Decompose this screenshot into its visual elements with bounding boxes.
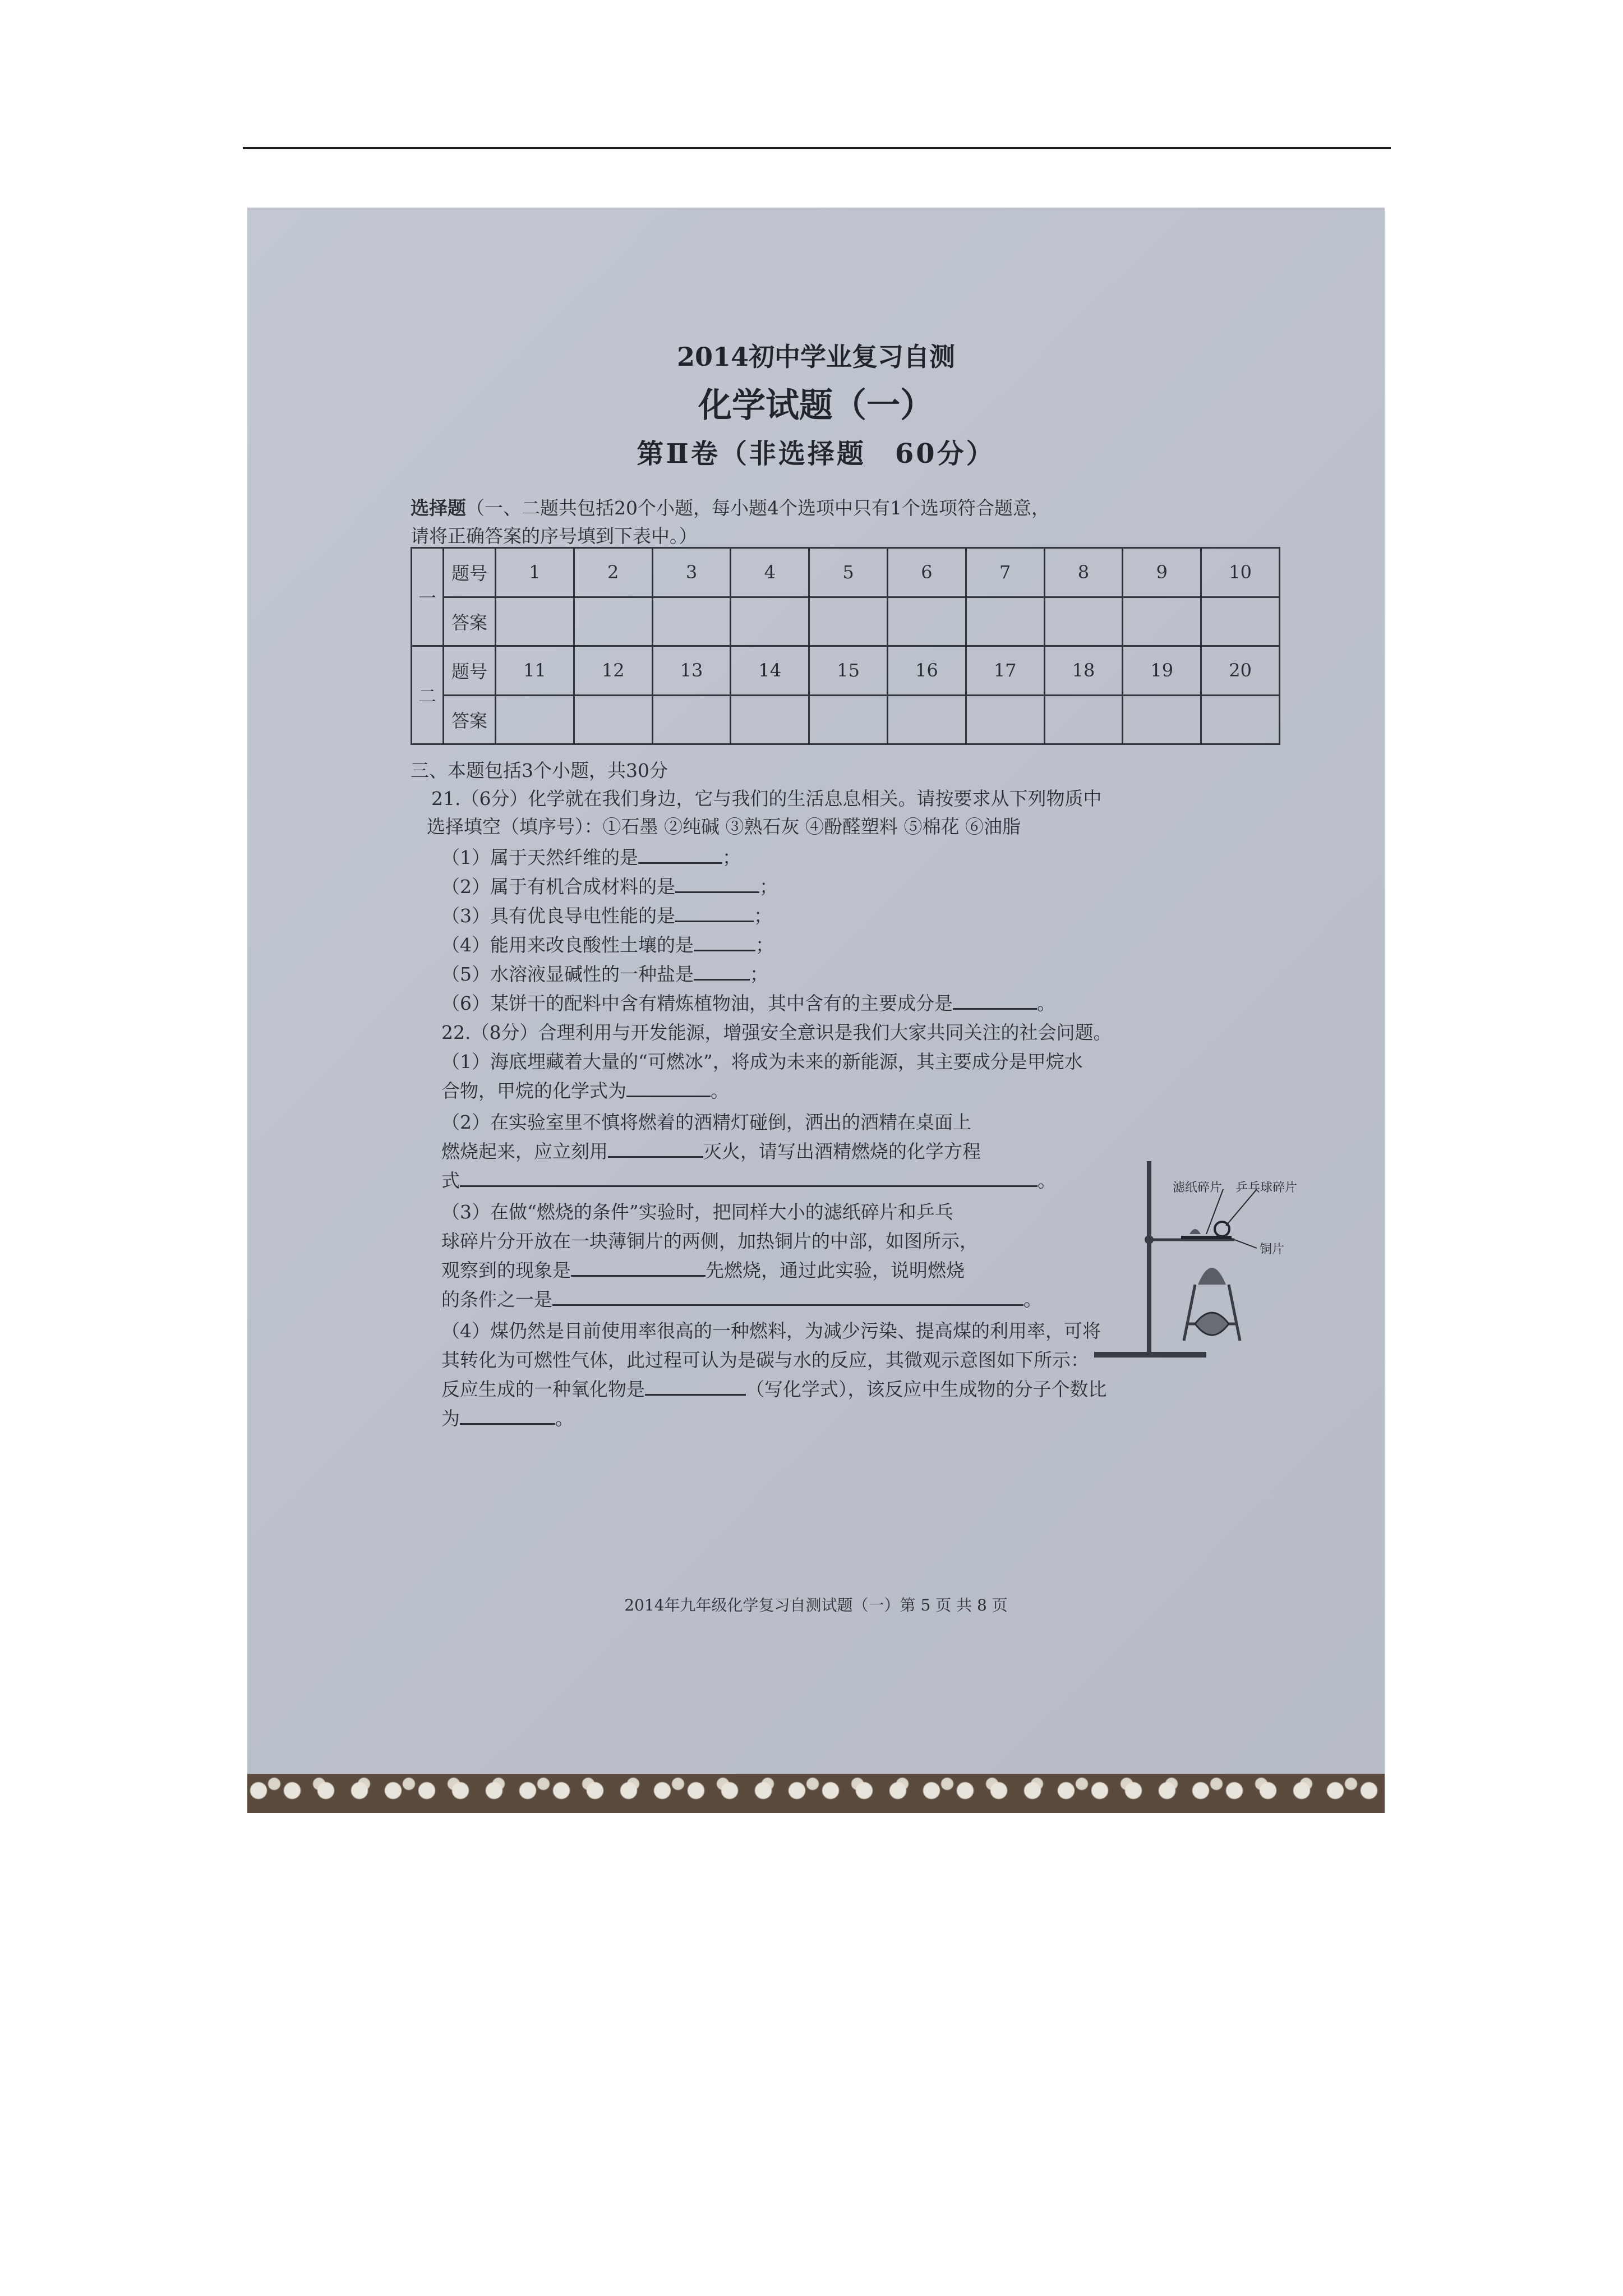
table-row bbox=[412, 548, 1280, 597]
q22-part1-line1: （1）海底埋藏着大量的“可燃冰”，将成为未来的新能源，其主要成分是甲烷水 bbox=[441, 1051, 1083, 1073]
q22-part3-line2: 球碎片分开放在一块薄铜片的两侧，加热铜片的中部，如图所示， bbox=[441, 1230, 978, 1252]
choice-note-text: （一、二题共包括20个小题，每小题4个选项中只有1个选项符合题意， bbox=[466, 497, 1050, 519]
answer-blank[interactable] bbox=[675, 905, 754, 922]
question-number: 8 bbox=[1044, 548, 1123, 597]
part3-header: 三、本题包括3个小题，共30分 bbox=[411, 760, 668, 781]
answer-cell[interactable] bbox=[652, 597, 731, 646]
answer-cell[interactable] bbox=[1123, 597, 1201, 646]
question-number: 4 bbox=[731, 548, 809, 597]
label-copper: 铜片 bbox=[1260, 1243, 1285, 1257]
q22-text: 反应生成的一种氧化物是 bbox=[441, 1378, 645, 1400]
answer-blank[interactable] bbox=[645, 1378, 746, 1396]
question-number: 2 bbox=[574, 548, 652, 597]
q22-text: 观察到的现象是 bbox=[441, 1259, 571, 1281]
floor-background bbox=[247, 1774, 1385, 1813]
group-label-1: 一 bbox=[412, 548, 444, 646]
table-row bbox=[412, 695, 1280, 744]
question-number: 7 bbox=[966, 548, 1044, 597]
question-number: 10 bbox=[1201, 548, 1280, 597]
choice-instructions-1 bbox=[411, 494, 1050, 520]
question-number: 3 bbox=[652, 548, 731, 597]
exam-title: 2014初中学业复习自测 bbox=[676, 342, 956, 372]
row-label-answer: 答案 bbox=[444, 597, 496, 646]
q22-text: 先燃烧，通过此实验，说明燃烧 bbox=[706, 1259, 965, 1281]
q21-item-text: （4）能用来改良酸性土壤的是 bbox=[441, 934, 694, 956]
q22-text: 合物，甲烷的化学式为 bbox=[441, 1080, 626, 1102]
question-number: 20 bbox=[1201, 646, 1280, 696]
q22-text: 为 bbox=[441, 1407, 460, 1429]
exam-paper bbox=[247, 208, 1385, 1774]
answer-cell[interactable] bbox=[1123, 695, 1201, 744]
group-label-2: 二 bbox=[412, 646, 444, 744]
label-filter-paper: 滤纸碎片 bbox=[1173, 1181, 1223, 1195]
answer-blank[interactable] bbox=[638, 846, 722, 864]
q21-item-text: （6）某饼干的配料中含有精炼植物油，其中含有的主要成分是 bbox=[441, 992, 953, 1014]
q22-text: 燃烧起来，应立刻用 bbox=[441, 1140, 608, 1162]
q22-part4-line4: 为 。 bbox=[441, 1407, 574, 1429]
answer-blank[interactable] bbox=[552, 1289, 1023, 1306]
q22-intro: 22.（8分）合理利用与开发能源，增强安全意识是我们大家共同关注的社会问题。 bbox=[441, 1022, 1112, 1043]
answer-cell[interactable] bbox=[574, 695, 652, 744]
q22-part3-line3 bbox=[441, 1256, 965, 1282]
answer-cell[interactable] bbox=[1044, 695, 1123, 744]
q21-item-text: （5）水溶液显碱性的一种盐是 bbox=[441, 963, 694, 985]
answer-cell[interactable] bbox=[809, 597, 888, 646]
row-label-number: 题号 bbox=[444, 646, 496, 696]
q22-text: 式 bbox=[441, 1170, 460, 1191]
combustion-experiment-figure bbox=[1089, 1156, 1296, 1363]
label-pingpong: 乒乓球碎片 bbox=[1235, 1181, 1298, 1195]
answer-cell[interactable] bbox=[809, 695, 888, 744]
answer-blank[interactable] bbox=[460, 1170, 1038, 1187]
answer-blank[interactable] bbox=[608, 1140, 703, 1158]
q21-intro-1: 21.（6分）化学就在我们身边，它与我们的生活息息相关。请按要求从下列物质中 bbox=[431, 788, 1102, 809]
answer-cell[interactable] bbox=[496, 597, 574, 646]
q21-item-text: （2）属于有机合成材料的是 bbox=[441, 876, 675, 898]
q21-item-text: （3）具有优良导电性能的是 bbox=[441, 905, 675, 927]
question-number: 19 bbox=[1123, 646, 1201, 696]
answer-cell[interactable] bbox=[1044, 597, 1123, 646]
row-label-answer: 答案 bbox=[444, 695, 496, 744]
question-number: 18 bbox=[1044, 646, 1123, 696]
q22-part4-line1: （4）煤仍然是目前使用率很高的一种燃料，为减少污染、提高煤的利用率，可将 bbox=[441, 1320, 1101, 1342]
choice-label: 选择题 bbox=[411, 497, 466, 519]
answer-blank[interactable] bbox=[694, 963, 750, 981]
question-number: 15 bbox=[809, 646, 888, 696]
answer-blank[interactable] bbox=[460, 1407, 555, 1425]
answer-table bbox=[411, 547, 1280, 745]
q22-part2-line3: 式 。 bbox=[441, 1170, 1056, 1191]
answer-cell[interactable] bbox=[887, 695, 966, 744]
q22-part4-line3 bbox=[441, 1375, 1107, 1401]
q21-item-6: （6）某饼干的配料中含有精炼植物油，其中含有的主要成分是 。 bbox=[441, 992, 1055, 1014]
question-number: 17 bbox=[966, 646, 1044, 696]
table-row bbox=[412, 597, 1280, 646]
q22-text: （写化学式），该反应中生成物的分子个数比 bbox=[746, 1378, 1107, 1400]
table-row bbox=[412, 646, 1280, 696]
answer-blank[interactable] bbox=[675, 876, 759, 893]
answer-cell[interactable] bbox=[887, 597, 966, 646]
section-title: 第Ⅱ卷（非选择题 60分） bbox=[637, 438, 995, 470]
q21-item-text: （1）属于天然纤维的是 bbox=[441, 846, 638, 868]
exam-subtitle: 化学试题（一） bbox=[698, 386, 934, 425]
answer-cell[interactable] bbox=[574, 597, 652, 646]
answer-cell[interactable] bbox=[1201, 695, 1280, 744]
q21-item-4: （4）能用来改良酸性土壤的是 ； bbox=[441, 934, 774, 956]
question-number: 13 bbox=[652, 646, 731, 696]
choice-instructions-2: 请将正确答案的序号填到下表中。） bbox=[411, 525, 698, 547]
question-number: 14 bbox=[731, 646, 809, 696]
answer-cell[interactable] bbox=[731, 695, 809, 744]
q21-item-5: （5）水溶液显碱性的一种盐是 ； bbox=[441, 963, 768, 985]
q22-part4-line2: 其转化为可燃性气体，此过程可认为是碳与水的反应，其微观示意图如下所示： bbox=[441, 1349, 1089, 1371]
q21-intro-2: 选择填空（填序号）：①石墨 ②纯碱 ③熟石灰 ④酚醛塑料 ⑤棉花 ⑥油脂 bbox=[427, 816, 1021, 838]
q22-text: 的条件之一是 bbox=[441, 1289, 552, 1310]
page-footer: 2014年九年级化学复习自测试题（一）第 5 页 共 8 页 bbox=[624, 1596, 1008, 1614]
q22-text: 灭火，请写出酒精燃烧的化学方程 bbox=[703, 1140, 981, 1162]
q22-part2-line1: （2）在实验室里不慎将燃着的酒精灯碰倒，洒出的酒精在桌面上 bbox=[441, 1111, 971, 1133]
answer-blank[interactable] bbox=[571, 1259, 706, 1277]
answer-cell[interactable] bbox=[731, 597, 809, 646]
question-number: 9 bbox=[1123, 548, 1201, 597]
top-rule bbox=[243, 147, 1391, 149]
answer-cell[interactable] bbox=[966, 597, 1044, 646]
answer-blank[interactable] bbox=[626, 1080, 711, 1097]
answer-blank[interactable] bbox=[694, 934, 755, 951]
question-number: 11 bbox=[496, 646, 574, 696]
row-label-number: 题号 bbox=[444, 548, 496, 597]
question-number: 16 bbox=[887, 646, 966, 696]
question-number: 12 bbox=[574, 646, 652, 696]
q21-item-3: （3）具有优良导电性能的是 ； bbox=[441, 905, 772, 927]
q22-part2-line2 bbox=[441, 1137, 981, 1163]
question-number: 5 bbox=[809, 548, 888, 597]
answer-cell[interactable] bbox=[496, 695, 574, 744]
q22-part3-line4: 的条件之一是 。 bbox=[441, 1289, 1042, 1310]
q22-part3-line1: （3）在做“燃烧的条件”实验时，把同样大小的滤纸碎片和乒乓 bbox=[441, 1201, 953, 1223]
answer-cell[interactable] bbox=[652, 695, 731, 744]
q22-part1-line2: 合物，甲烷的化学式为 。 bbox=[441, 1080, 729, 1102]
answer-cell[interactable] bbox=[1201, 597, 1280, 646]
question-number: 1 bbox=[496, 548, 574, 597]
answer-cell[interactable] bbox=[966, 695, 1044, 744]
q21-item-1: （1）属于天然纤维的是 ； bbox=[441, 846, 741, 868]
answer-blank[interactable] bbox=[953, 992, 1037, 1010]
exam-photo bbox=[247, 208, 1385, 1813]
q21-item-2: （2）属于有机合成材料的是 ； bbox=[441, 876, 778, 898]
question-number: 6 bbox=[887, 548, 966, 597]
